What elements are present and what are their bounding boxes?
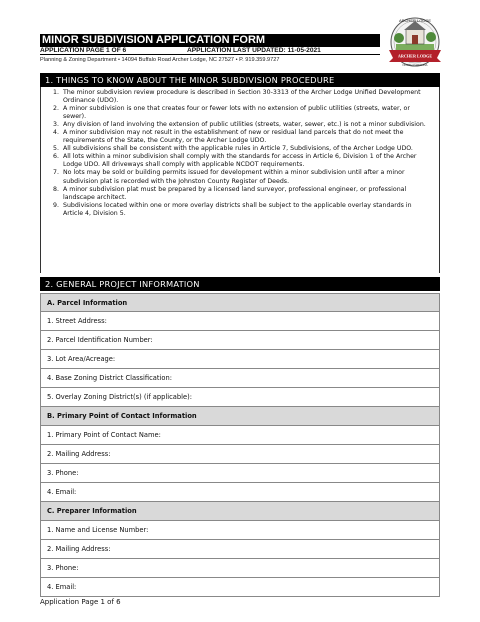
list-item: 5. All subdivisions shall be consistent with the applicable rules in Article 7, Subdivisions, of the Archer Lodge UDO. — [61, 145, 433, 153]
header-rule — [40, 54, 380, 55]
list-item: 8. A minor subdivision plat must be prepared by a licensed land surveyor, professional engineer, or professional landscape architect. — [61, 186, 433, 202]
contact-mailing-address-field[interactable]: 2. Mailing Address: — [40, 445, 440, 464]
page-footer: Application Page 1 of 6 — [40, 598, 121, 606]
overlay-zoning-field[interactable]: 5. Overlay Zoning District(s) (if applicable): — [40, 388, 440, 407]
contact-email-field[interactable]: 4. Email: — [40, 483, 440, 502]
section1-header: 1. THINGS TO KNOW ABOUT THE MINOR SUBDIVISION PROCEDURE — [40, 73, 440, 87]
page-label: APPLICATION PAGE 1 OF 6 — [40, 47, 127, 54]
svg-text:NORTH CAROLINA: NORTH CAROLINA — [402, 63, 428, 67]
svg-text:ARCHER LODGE: ARCHER LODGE — [397, 53, 433, 59]
town-seal-logo — [386, 14, 444, 72]
form-title: MINOR SUBDIVISION APPLICATION FORM — [40, 34, 380, 47]
preparer-phone-field[interactable]: 3. Phone: — [40, 559, 440, 578]
contact-phone-field[interactable]: 3. Phone: — [40, 464, 440, 483]
parcel-id-field[interactable]: 2. Parcel Identification Number: — [40, 331, 440, 350]
preparer-info-heading: C. Preparer Information — [40, 502, 440, 521]
list-item: 9. Subdivisions located within one or more overlay districts shall be subject to the applicable overlay standards in Article 4, Division 5. — [61, 202, 433, 218]
contact-info-heading: B. Primary Point of Contact Information — [40, 407, 440, 426]
department-address: Planning & Zoning Department • 14094 Buffalo Road Archer Lodge, NC 27527 • P. 919.359.9727 — [40, 57, 280, 63]
updated-label: APPLICATION LAST UPDATED: 11-05-2021 — [187, 47, 321, 54]
things-to-know-list — [41, 87, 439, 218]
list-item: 7. No lots may be sold or building permits issued for development within a minor subdivision until after a minor subdivision plat is recorded with the Johnston County Register of Deeds. — [61, 169, 433, 185]
list-item: 3. Any division of land involving the extension of public utilities (streets, water, sewer, etc.) is not a minor subdivision. — [61, 121, 433, 129]
things-to-know-box — [40, 87, 440, 273]
lot-area-field[interactable]: 3. Lot Area/Acreage: — [40, 350, 440, 369]
section2-header: 2. GENERAL PROJECT INFORMATION — [40, 277, 440, 291]
list-item: 2. A minor subdivision is one that creates four or fewer lots with no extension of public utilities (streets, water, or sewer). — [61, 105, 433, 121]
preparer-mailing-address-field[interactable]: 2. Mailing Address: — [40, 540, 440, 559]
svg-text:ARCHER LODGE: ARCHER LODGE — [398, 18, 432, 23]
list-item: 6. All lots within a minor subdivision shall comply with the standards for access in Article 6, Division 1 of the Archer Lodge UDO. All driveways shall comply with applicable NCDOT requirements. — [61, 153, 433, 169]
base-zoning-field[interactable]: 4. Base Zoning District Classification: — [40, 369, 440, 388]
list-item: 1. The minor subdivision review procedure is described in Section 30-3313 of the Archer Lodge Unified Development Ordinance (UDO). — [61, 89, 433, 105]
parcel-info-heading: A. Parcel Information — [40, 293, 440, 312]
preparer-name-license-field[interactable]: 1. Name and License Number: — [40, 521, 440, 540]
preparer-email-field[interactable]: 4. Email: — [40, 578, 440, 597]
list-item: 4. A minor subdivision may not result in the establishment of new or residual land parcels that do not meet the requirements of the State, the County, or the Archer Lodge UDO. — [61, 129, 433, 145]
street-address-field[interactable]: 1. Street Address: — [40, 312, 440, 331]
contact-name-field[interactable]: 1. Primary Point of Contact Name: — [40, 426, 440, 445]
